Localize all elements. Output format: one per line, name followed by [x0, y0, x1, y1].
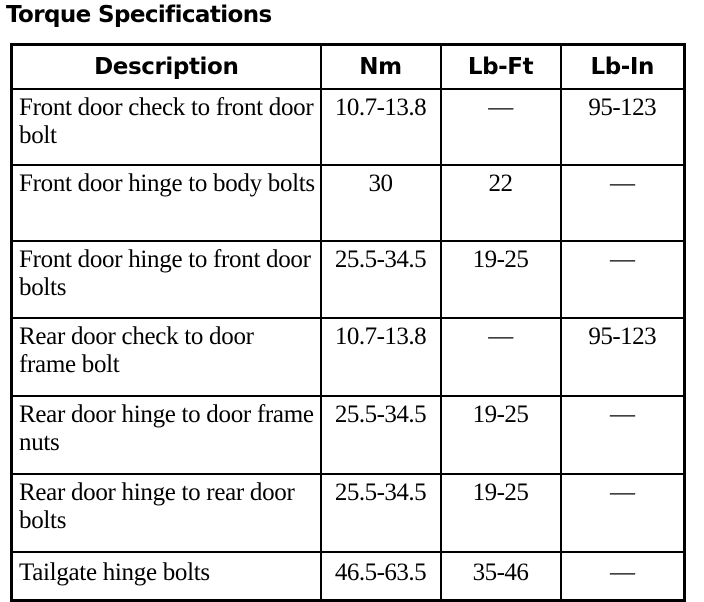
table-header-row — [12, 45, 685, 90]
table-row — [12, 396, 685, 474]
cell-lb-in: — — [561, 165, 685, 241]
cell-lb-ft: 19-25 — [441, 396, 561, 474]
table-row — [12, 165, 685, 241]
cell-description: Front door hinge to body bolts — [12, 165, 321, 241]
table-row — [12, 552, 685, 601]
cell-description: Rear door hinge to door frame nuts — [12, 396, 321, 474]
column-header-lb-in: Lb-In — [561, 45, 685, 90]
cell-description: Rear door hinge to rear door bolts — [12, 474, 321, 552]
cell-lb-in: — — [561, 474, 685, 552]
cell-lb-in: — — [561, 552, 685, 601]
cell-nm: 30 — [321, 165, 441, 241]
column-header-lb-ft: Lb-Ft — [441, 45, 561, 90]
cell-nm: 10.7-13.8 — [321, 318, 441, 396]
cell-lb-in: — — [561, 396, 685, 474]
cell-lb-ft: 22 — [441, 165, 561, 241]
cell-lb-ft: — — [441, 89, 561, 165]
cell-description: Rear door check to door frame bolt — [12, 318, 321, 396]
torque-spec-table — [10, 43, 686, 602]
column-header-nm: Nm — [321, 45, 441, 90]
column-header-description: Description — [12, 45, 321, 90]
cell-nm: 10.7-13.8 — [321, 89, 441, 165]
table-row — [12, 318, 685, 396]
cell-description: Front door hinge to front door bolts — [12, 241, 321, 318]
cell-lb-ft: 19-25 — [441, 241, 561, 318]
table-row — [12, 474, 685, 552]
table-row — [12, 241, 685, 318]
cell-lb-in: 95-123 — [561, 89, 685, 165]
cell-description: Tailgate hinge bolts — [12, 552, 321, 601]
cell-lb-in: 95-123 — [561, 318, 685, 396]
cell-nm: 46.5-63.5 — [321, 552, 441, 601]
page-title: Torque Specifications — [6, 2, 272, 28]
cell-lb-ft: 35-46 — [441, 552, 561, 601]
table-row — [12, 89, 685, 165]
cell-nm: 25.5-34.5 — [321, 474, 441, 552]
cell-lb-ft: 19-25 — [441, 474, 561, 552]
cell-nm: 25.5-34.5 — [321, 396, 441, 474]
cell-nm: 25.5-34.5 — [321, 241, 441, 318]
cell-description: Front door check to front door bolt — [12, 89, 321, 165]
cell-lb-ft: — — [441, 318, 561, 396]
cell-lb-in: — — [561, 241, 685, 318]
